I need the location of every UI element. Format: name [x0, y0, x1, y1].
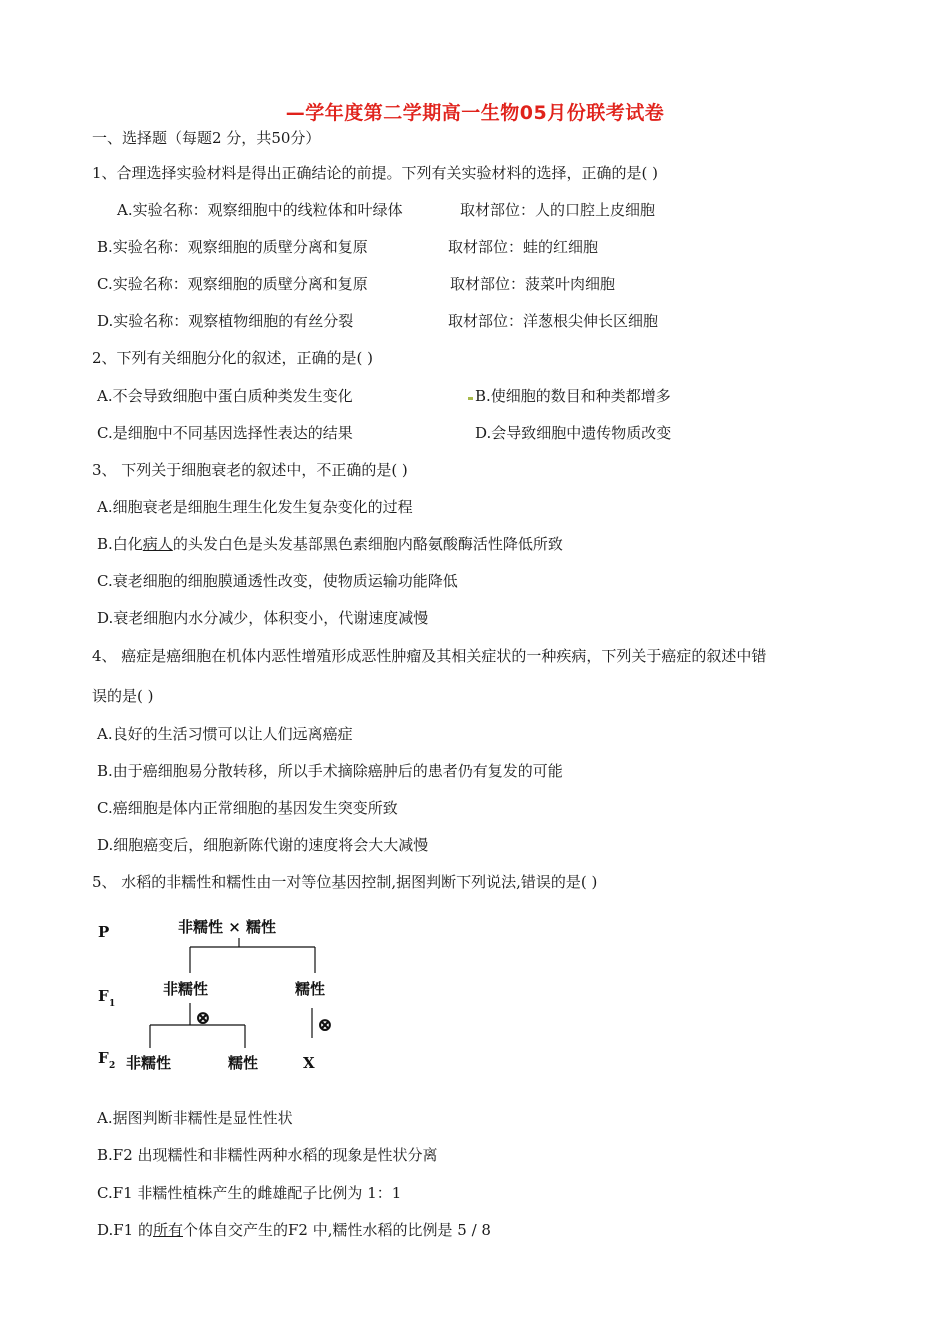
q1-option-d-site: 取材部位：洋葱根尖伸长区细胞	[448, 312, 659, 330]
q5-option-d-pre: D.F1 的	[97, 1221, 153, 1239]
q1-option-c-name: C.实验名称：观察细胞的质壁分离和复原	[97, 275, 368, 293]
inheritance-diagram	[90, 905, 350, 1085]
f2-nonwaxy-label: 非糯性	[126, 1054, 172, 1072]
question-2-stem: 2、下列有关细胞分化的叙述，正确的是( )	[92, 349, 374, 367]
q2-option-b-text: B.使细胞的数目和种类都增多	[475, 387, 671, 405]
generation-p-label: P	[98, 923, 110, 941]
question-5-stem: 5、 水稻的非糯性和糯性由一对等位基因控制,据图判断下列说法,错误的是( )	[92, 873, 598, 891]
q5-option-c: C.F1 非糯性植株产生的雌雄配子比例为 1：1	[97, 1184, 402, 1202]
q4-option-a: A.良好的生活习惯可以让人们远离癌症	[97, 725, 353, 743]
parental-cross: 非糯性 × 糯性	[178, 918, 277, 936]
q5-option-a: A.据图判断非糯性是显性性状	[97, 1109, 293, 1127]
f2-unknown-label: X	[303, 1054, 315, 1072]
f1-right-self-symbol: ⊗	[317, 1014, 333, 1036]
f1-waxy-label: 糯性	[295, 980, 326, 998]
generation-f2-sub: 2	[109, 1061, 116, 1071]
q1-option-d-name: D.实验名称：观察植物细胞的有丝分裂	[97, 312, 354, 330]
q5-option-d-post: 个体自交产生的F2 中,糯性水稻的比例是 5 / 8	[183, 1221, 491, 1239]
q2-option-a: A.不会导致细胞中蛋白质种类发生变化	[97, 387, 353, 405]
generation-f2-label: F	[98, 1049, 109, 1067]
q4-option-d: D.细胞癌变后，细胞新陈代谢的速度将会大大减慢	[97, 836, 429, 854]
f1-nonwaxy-label: 非糯性	[163, 980, 209, 998]
q1-option-c-site: 取材部位：菠菜叶肉细胞	[450, 275, 616, 293]
q2-option-d: D.会导致细胞中遗传物质改变	[475, 424, 672, 442]
speck-mark	[468, 397, 473, 400]
question-4-stem-cont: 误的是( )	[92, 687, 154, 705]
question-3-stem: 3、 下列关于细胞衰老的叙述中，不正确的是( )	[92, 461, 408, 479]
q1-option-a-site: 取材部位：人的口腔上皮细胞	[460, 201, 656, 219]
q1-option-b-site: 取材部位：蛙的红细胞	[448, 238, 599, 256]
section-heading: 一、选择题（每题2 分，共50分）	[92, 129, 321, 147]
q3-option-a: A.细胞衰老是细胞生理生化发生复杂变化的过程	[97, 498, 413, 516]
q2-option-c: C.是细胞中不同基因选择性表达的结果	[97, 424, 353, 442]
q3-option-c: C.衰老细胞的细胞膜通透性改变，使物质运输功能降低	[97, 572, 458, 590]
q3-option-b-post: 的头发白色是头发基部黑色素细胞内酪氨酸酶活性降低所致	[172, 535, 563, 553]
generation-f1-sub: 1	[109, 999, 116, 1009]
q3-option-b-underlined: 病人	[142, 535, 173, 553]
q3-option-d: D.衰老细胞内水分减少，体积变小，代谢速度减慢	[97, 609, 429, 627]
f2-waxy-label: 糯性	[228, 1054, 259, 1072]
f1-left-self-symbol: ⊗	[195, 1007, 211, 1029]
q5-option-d	[97, 1220, 491, 1240]
q4-option-c: C.癌细胞是体内正常细胞的基因发生突变所致	[97, 799, 398, 817]
q3-option-b	[97, 534, 563, 554]
q5-option-b: B.F2 出现糯性和非糯性两种水稻的现象是性状分离	[97, 1146, 438, 1164]
q2-option-b	[466, 386, 671, 406]
q4-option-b: B.由于癌细胞易分散转移，所以手术摘除癌肿后的患者仍有复发的可能	[97, 762, 563, 780]
q5-option-d-underlined: 所有	[152, 1221, 183, 1239]
generation-f1-label: F	[98, 987, 109, 1005]
question-4-stem: 4、 癌症是癌细胞在机体内恶性增殖形成恶性肿瘤及其相关症状的一种疾病，下列关于癌症的叙述中错	[92, 647, 767, 665]
q1-option-a-name: A.实验名称：观察细胞中的线粒体和叶绿体	[117, 201, 403, 219]
q3-option-b-pre: B.白化	[97, 535, 143, 553]
q1-option-b-name: B.实验名称：观察细胞的质壁分离和复原	[97, 238, 368, 256]
question-1-stem: 1、合理选择实验材料是得出正确结论的前提。下列有关实验材料的选择，正确的是( )	[92, 164, 659, 182]
exam-title: —学年度第二学期高一生物05月份联考试卷	[285, 102, 665, 124]
